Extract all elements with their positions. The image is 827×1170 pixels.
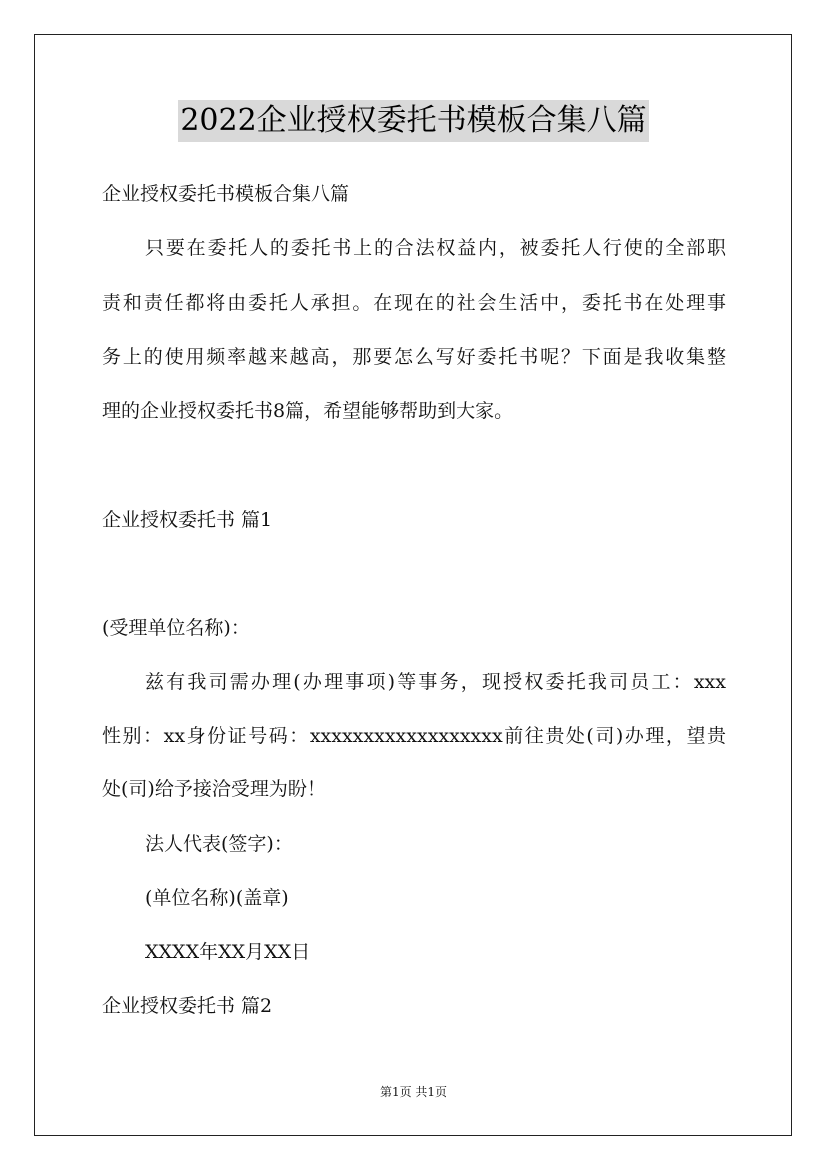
intro-line-4: 理的企业授权委托书8篇，希望能够帮助到大家。 — [102, 400, 514, 422]
page-footer — [0, 1084, 827, 1100]
legal-representative-line: 法人代表(签字)： — [145, 833, 293, 855]
section-2-heading: 企业授权委托书 篇2 — [102, 995, 273, 1017]
document-subtitle: 企业授权委托书模板合集八篇 — [102, 183, 350, 205]
title-container — [0, 100, 827, 142]
intro-line-1: 只要在委托人的委托书上的合法权益内，被委托人行使的全部职 — [145, 237, 726, 259]
intro-line-3: 务上的使用频率越来越高，那要怎么写好委托书呢？下面是我收集整 — [102, 346, 726, 368]
body-line-2: 性别：xx身份证号码：xxxxxxxxxxxxxxxxxx前往贵处(司)办理，望贵 — [102, 725, 726, 747]
page-number: 第1页 共1页 — [379, 1085, 448, 1099]
body-line-3: 处(司)给予接洽受理为盼！ — [102, 778, 326, 800]
date-line: XXXX年XX月XX日 — [145, 941, 311, 963]
recipient-line: (受理单位名称)： — [102, 617, 250, 639]
section-1-heading: 企业授权委托书 篇1 — [102, 509, 273, 531]
body-line-1: 兹有我司需办理(办理事项)等事务，现授权委托我司员工：xxx — [145, 671, 726, 693]
intro-line-2: 责和责任都将由委托人承担。在现在的社会生活中，委托书在处理事 — [102, 292, 726, 314]
unit-seal-line: (单位名称)(盖章) — [145, 887, 289, 909]
document-title: 2022企业授权委托书模板合集八篇 — [178, 100, 648, 142]
